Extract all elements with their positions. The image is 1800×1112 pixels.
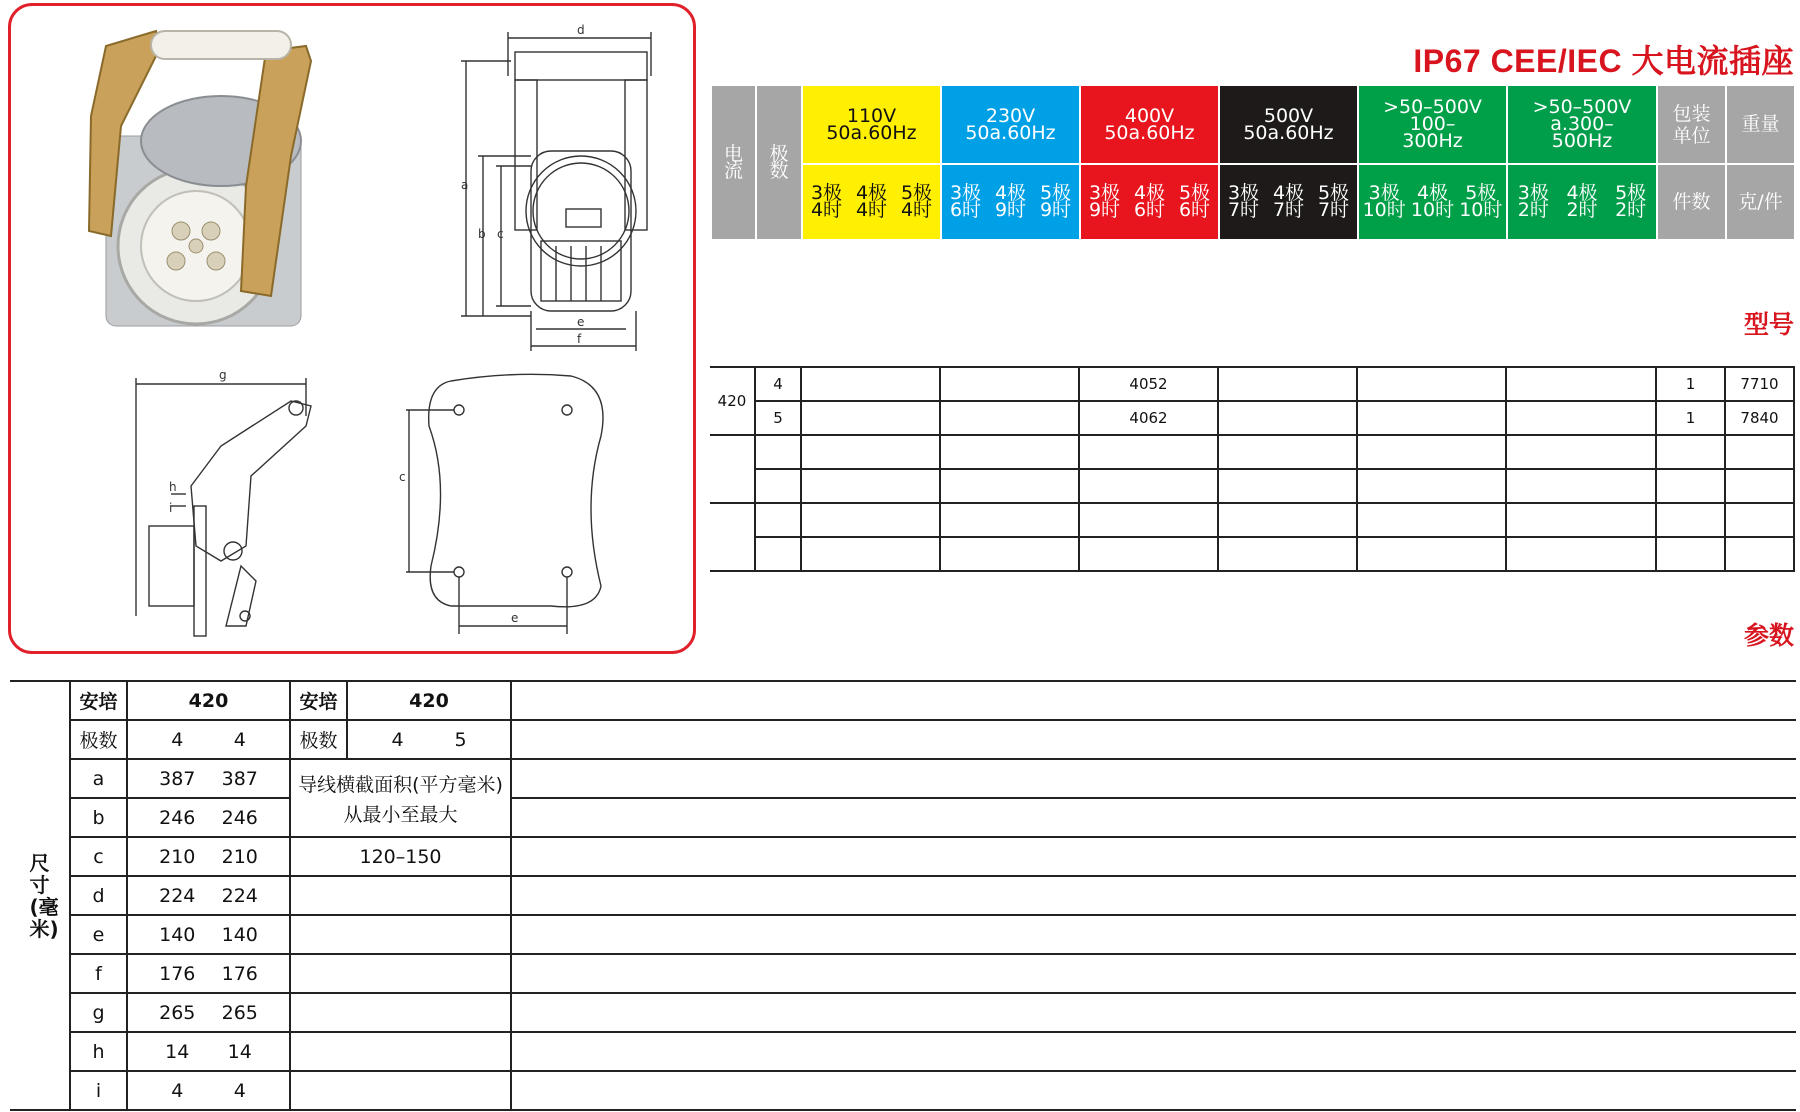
cell-110 [801, 367, 940, 401]
dim-label-c2: c [399, 470, 406, 484]
voltage-400-header [1080, 85, 1219, 164]
voltage-label: 230V [985, 104, 1036, 127]
pole-cell: 5极 4时 [900, 182, 933, 221]
empty-cell [290, 1032, 511, 1071]
amp-value: 420 [127, 681, 290, 720]
poles-500 [1219, 164, 1358, 240]
pack-cell: 1 [1656, 401, 1725, 435]
empty-cell [1357, 469, 1506, 503]
poles-values-2 [347, 720, 511, 759]
table-row [710, 367, 1794, 401]
poles-230 [941, 164, 1080, 240]
side-view-labels [169, 368, 227, 515]
amp-value-2: 420 [347, 681, 511, 720]
dim-values: 224 224 [127, 876, 290, 915]
empty-cell [511, 876, 1796, 915]
empty-cell [1218, 503, 1357, 537]
empty-cell [511, 1032, 1796, 1071]
table-row [10, 720, 1796, 759]
pole-cell [755, 537, 801, 571]
pole-cell: 5极 9时 [1039, 182, 1072, 221]
dim-key: g [70, 993, 127, 1032]
voltage-label: 500V [1263, 104, 1314, 127]
cell-400: 4052 [1079, 367, 1218, 401]
empty-cell [511, 681, 1796, 720]
dim-key: e [70, 915, 127, 954]
poles-values [127, 720, 290, 759]
wire-subtitle: 从最小至最大 [343, 804, 458, 826]
table-row [710, 503, 1794, 537]
voltage-label: 400V [1124, 104, 1175, 127]
table-row [10, 837, 1796, 876]
empty-cell [940, 435, 1079, 469]
cell-50-500-b [1506, 367, 1656, 401]
cell-400: 4062 [1079, 401, 1218, 435]
empty-cell [511, 915, 1796, 954]
table-row [10, 1032, 1796, 1071]
empty-cell [290, 954, 511, 993]
empty-cell [1725, 503, 1794, 537]
poles-50-500-a [1358, 164, 1507, 240]
empty-cell [1079, 435, 1218, 469]
empty-cell [511, 837, 1796, 876]
table-row [710, 401, 1794, 435]
dim-label-g: g [219, 368, 227, 382]
frequency-label: a.300– [1550, 113, 1614, 135]
empty-cell [1656, 435, 1725, 469]
amp-label-2: 安培 [290, 681, 347, 720]
cell-50-500-b [1506, 401, 1656, 435]
front-view-labels [461, 23, 585, 346]
dim-label-e: e [577, 315, 585, 329]
page-title: IP67 CEE/IEC 大电流插座 [1413, 43, 1794, 79]
pole-cell [755, 435, 801, 469]
empty-cell [511, 954, 1796, 993]
params-table [10, 680, 1796, 1111]
voltage-50-500-b-header [1507, 85, 1657, 164]
pack-label: 包装单位 [1672, 102, 1711, 147]
empty-cell [1725, 435, 1794, 469]
poles-header: 极数 [756, 85, 802, 240]
empty-cell [1079, 537, 1218, 571]
empty-cell [290, 1071, 511, 1110]
dim-label-h: h [169, 480, 177, 494]
empty-cell [1725, 537, 1794, 571]
empty-cell [1656, 503, 1725, 537]
table-row [710, 435, 1794, 469]
poles-50-500-b [1507, 164, 1657, 240]
weight-unit: 克/件 [1726, 164, 1795, 240]
pole-cell [755, 503, 801, 537]
dim-label-f: f [577, 332, 582, 346]
dim-key: f [70, 954, 127, 993]
amp-label: 安培 [70, 681, 127, 720]
frequency-label: 50a.60Hz [1104, 121, 1195, 144]
dim-label-e2: e [511, 611, 519, 625]
dim-values: 210 210 [127, 837, 290, 876]
pole-cell: 4 [755, 367, 801, 401]
weight-header: 重量 [1726, 85, 1795, 164]
empty-cell [290, 915, 511, 954]
pole-cell: 3极 4时 [810, 182, 843, 221]
empty-cell [940, 537, 1079, 571]
empty-cell [511, 993, 1796, 1032]
pole-cell: 4极 10时 [1410, 182, 1455, 221]
dim-values: 4 4 [127, 1071, 290, 1110]
table-row [10, 798, 1796, 837]
wire-value: 120–150 [290, 837, 511, 876]
empty-cell [290, 876, 511, 915]
voltage-50-500-a-header [1358, 85, 1507, 164]
pole-value: 4 [233, 728, 246, 751]
pole-cell: 3极 6时 [949, 182, 982, 221]
dim-label-c: c [497, 227, 504, 241]
empty-cell [1725, 469, 1794, 503]
model-section-label: 型号 [1743, 310, 1794, 339]
front-view-drawing [461, 32, 651, 351]
empty-cell [1656, 469, 1725, 503]
dim-values: 265 265 [127, 993, 290, 1032]
empty-cell [940, 469, 1079, 503]
empty-cell [1079, 503, 1218, 537]
pole-cell: 3极 7时 [1227, 182, 1260, 221]
empty-cell [511, 720, 1796, 759]
dim-values: 387 387 [127, 759, 290, 798]
voltage-label: >50–500V [1532, 96, 1632, 118]
cell-50-500-a [1357, 401, 1506, 435]
frequency-label-2: 500Hz [1551, 130, 1613, 152]
empty-cell [801, 469, 940, 503]
pack-header [1657, 85, 1726, 164]
frequency-label: 100– [1409, 113, 1456, 135]
table-row [10, 915, 1796, 954]
table-row [10, 681, 1796, 720]
dim-values: 14 14 [127, 1032, 290, 1071]
table-row [10, 759, 1796, 798]
dim-label-a: a [461, 178, 469, 192]
dim-values: 140 140 [127, 915, 290, 954]
pole-cell: 3极 10时 [1362, 182, 1406, 221]
frequency-label: 50a.60Hz [826, 121, 917, 144]
dim-key: i [70, 1071, 127, 1110]
dim-key: b [70, 798, 127, 837]
cell-500 [1218, 401, 1357, 435]
empty-cell [1357, 537, 1506, 571]
params-section-label: 参数 [1743, 621, 1794, 650]
dimensions-side-label [10, 681, 70, 1110]
empty-cell [1357, 503, 1506, 537]
table-row [10, 954, 1796, 993]
empty-cell [1218, 435, 1357, 469]
current-cell: 420 [710, 367, 755, 435]
weight-cell: 7840 [1725, 401, 1794, 435]
pole-value: 4 [171, 728, 184, 751]
pole-cell: 5极 6时 [1178, 182, 1211, 221]
pole-value: 5 [454, 728, 467, 751]
empty-cell [511, 798, 1796, 837]
pack-cell: 1 [1656, 367, 1725, 401]
model-table [710, 366, 1795, 572]
pole-cell: 5极 2时 [1615, 182, 1647, 221]
voltage-label: >50–500V [1383, 96, 1482, 118]
empty-cell [1079, 469, 1218, 503]
pole-cell: 3极 2时 [1517, 182, 1549, 221]
pole-cell: 5 [755, 401, 801, 435]
dim-key: d [70, 876, 127, 915]
mounting-plate-drawing [406, 374, 603, 634]
dim-label-d: d [577, 23, 585, 37]
pole-cell: 5极 7时 [1317, 182, 1350, 221]
product-photo [89, 31, 311, 326]
empty-cell [801, 435, 940, 469]
empty-cell [1506, 469, 1656, 503]
pole-cell: 4极 6时 [1133, 182, 1166, 221]
pole-cell: 4极 7时 [1272, 182, 1305, 221]
voltage-label: 110V [846, 104, 897, 127]
empty-cell [1506, 435, 1656, 469]
empty-cell [1506, 503, 1656, 537]
wire-title: 导线横截面积(平方毫米) [298, 774, 503, 796]
product-drawings [11, 6, 696, 654]
cell-50-500-a [1357, 367, 1506, 401]
pole-cell [755, 469, 801, 503]
side-view-drawing [136, 378, 311, 636]
frequency-label-2: 300Hz [1402, 130, 1463, 152]
table-row [10, 876, 1796, 915]
empty-cell [1656, 537, 1725, 571]
poles-110 [802, 164, 941, 240]
current-cell [710, 435, 755, 503]
pole-cell: 3极 9时 [1088, 182, 1121, 221]
frequency-label: 50a.60Hz [1243, 121, 1334, 144]
pole-cell: 4极 2时 [1566, 182, 1598, 221]
cell-110 [801, 401, 940, 435]
poles-400 [1080, 164, 1219, 240]
dim-values: 246 246 [127, 798, 290, 837]
weight-cell: 7710 [1725, 367, 1794, 401]
pole-cell: 5极 10时 [1459, 182, 1503, 221]
voltage-230-header [941, 85, 1080, 164]
voltage-110-header [802, 85, 941, 164]
dim-key: h [70, 1032, 127, 1071]
dimensions-label-text: 尺寸(毫米) [29, 850, 59, 941]
dim-label-b: b [478, 227, 486, 241]
pole-cell: 4极 4时 [855, 182, 888, 221]
empty-cell [801, 537, 940, 571]
poles-label-2: 极数 [290, 720, 347, 759]
poles-label: 极数 [70, 720, 127, 759]
pole-value: 4 [391, 728, 404, 751]
cell-500 [1218, 367, 1357, 401]
cell-230 [940, 367, 1079, 401]
table-row [710, 537, 1794, 571]
wire-section-cell [290, 759, 511, 837]
empty-cell [940, 503, 1079, 537]
empty-cell [1357, 435, 1506, 469]
current-cell [710, 503, 755, 571]
dim-key: c [70, 837, 127, 876]
dim-key: a [70, 759, 127, 798]
cell-230 [940, 401, 1079, 435]
pack-unit: 件数 [1657, 164, 1726, 240]
current-header: 电流 [711, 85, 756, 240]
product-image-panel [8, 3, 696, 654]
pole-cell: 4极 9时 [994, 182, 1027, 221]
voltage-500-header [1219, 85, 1358, 164]
frequency-label: 50a.60Hz [965, 121, 1056, 144]
empty-cell [1218, 469, 1357, 503]
table-row [10, 1071, 1796, 1110]
empty-cell [801, 503, 940, 537]
table-row [10, 993, 1796, 1032]
spec-header-table [710, 84, 1796, 241]
table-row [710, 469, 1794, 503]
empty-cell [1218, 537, 1357, 571]
empty-cell [511, 1071, 1796, 1110]
dim-values: 176 176 [127, 954, 290, 993]
dim-label-i: i [169, 501, 173, 515]
empty-cell [1506, 537, 1656, 571]
empty-cell [511, 759, 1796, 798]
empty-cell [290, 993, 511, 1032]
